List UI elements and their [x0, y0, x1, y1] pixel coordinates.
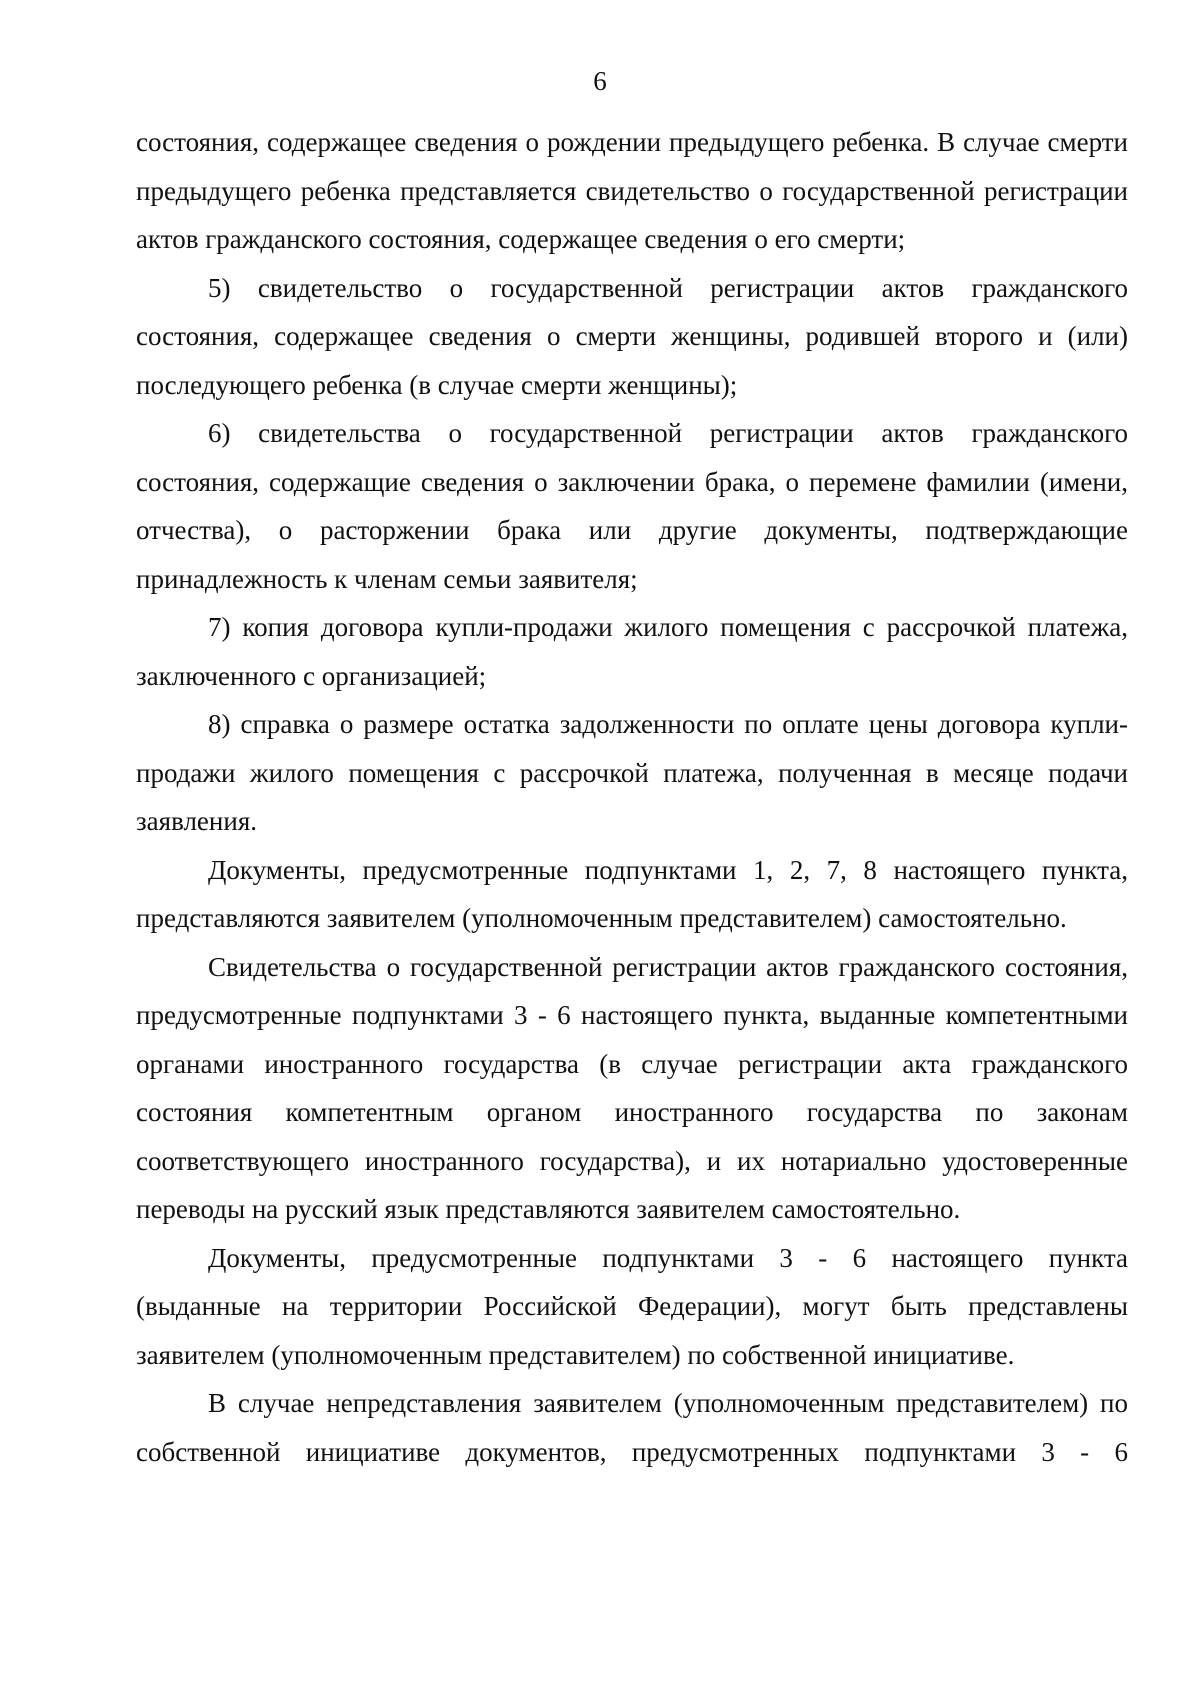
paragraph-foreign-certificates: Свидетельства о государственной регистрации актов гражданского состояния, предусмотренные подпунктами 3 - 6 настоящего пункта, выданные компетентными органами иностранного государства (в случае регистрации акта гражданского состояния компетентным органом иностранного государства по законам соответствующего иностранного государства), и их нотариально удостоверенные переводы на русский язык представляются заявителем самостоятельно.: [136, 951, 1128, 1224]
paragraph-documents-self: Документы, предусмотренные подпунктами 1, 2, 7, 8 настоящего пункта, представляются заявителем (уполномоченным представителем) самостоятельно.: [136, 854, 1128, 933]
paragraph-item-5: 5) свидетельство о государственной регистрации актов гражданского состояния, содержащее сведения о смерти женщины, родившей второго и (или) последующего ребенка (в случае смерти женщины);: [136, 272, 1128, 400]
document-body: [136, 118, 1128, 1476]
paragraph-own-initiative: Документы, предусмотренные подпунктами 3 - 6 настоящего пункта (выданные на территории Российской Федерации), могут быть представлены заявителем (уполномоченным представителем) по собственной инициативе.: [136, 1242, 1128, 1370]
paragraph-item-7: 7) копия договора купли-продажи жилого помещения с рассрочкой платежа, заключенного с организацией;: [136, 612, 1128, 691]
paragraph-item-8: 8) справка о размере остатка задолженности по оплате цены договора купли-продажи жилого помещения с рассрочкой платежа, полученная в месяце подачи заявления.: [136, 709, 1128, 836]
page-number: 6: [593, 66, 607, 96]
paragraph-non-submission: В случае непредставления заявителем (уполномоченным представителем) по собственной инициативе документов, предусмотренных подпунктами 3 - 6: [136, 1388, 1128, 1467]
paragraph-continuation: состояния, содержащее сведения о рождении предыдущего ребенка. В случае смерти предыдущего ребенка представляется свидетельство о государственной регистрации актов гражданского состояния, содержащее сведения о его смерти;: [136, 127, 1128, 254]
paragraph-item-6: 6) свидетельства о государственной регистрации актов гражданского состояния, содержащие сведения о заключении брака, о перемене фамилии (имени, отчества), о расторжении брака или другие документы, подтверждающие принадлежность к членам семьи заявителя;: [136, 418, 1128, 594]
